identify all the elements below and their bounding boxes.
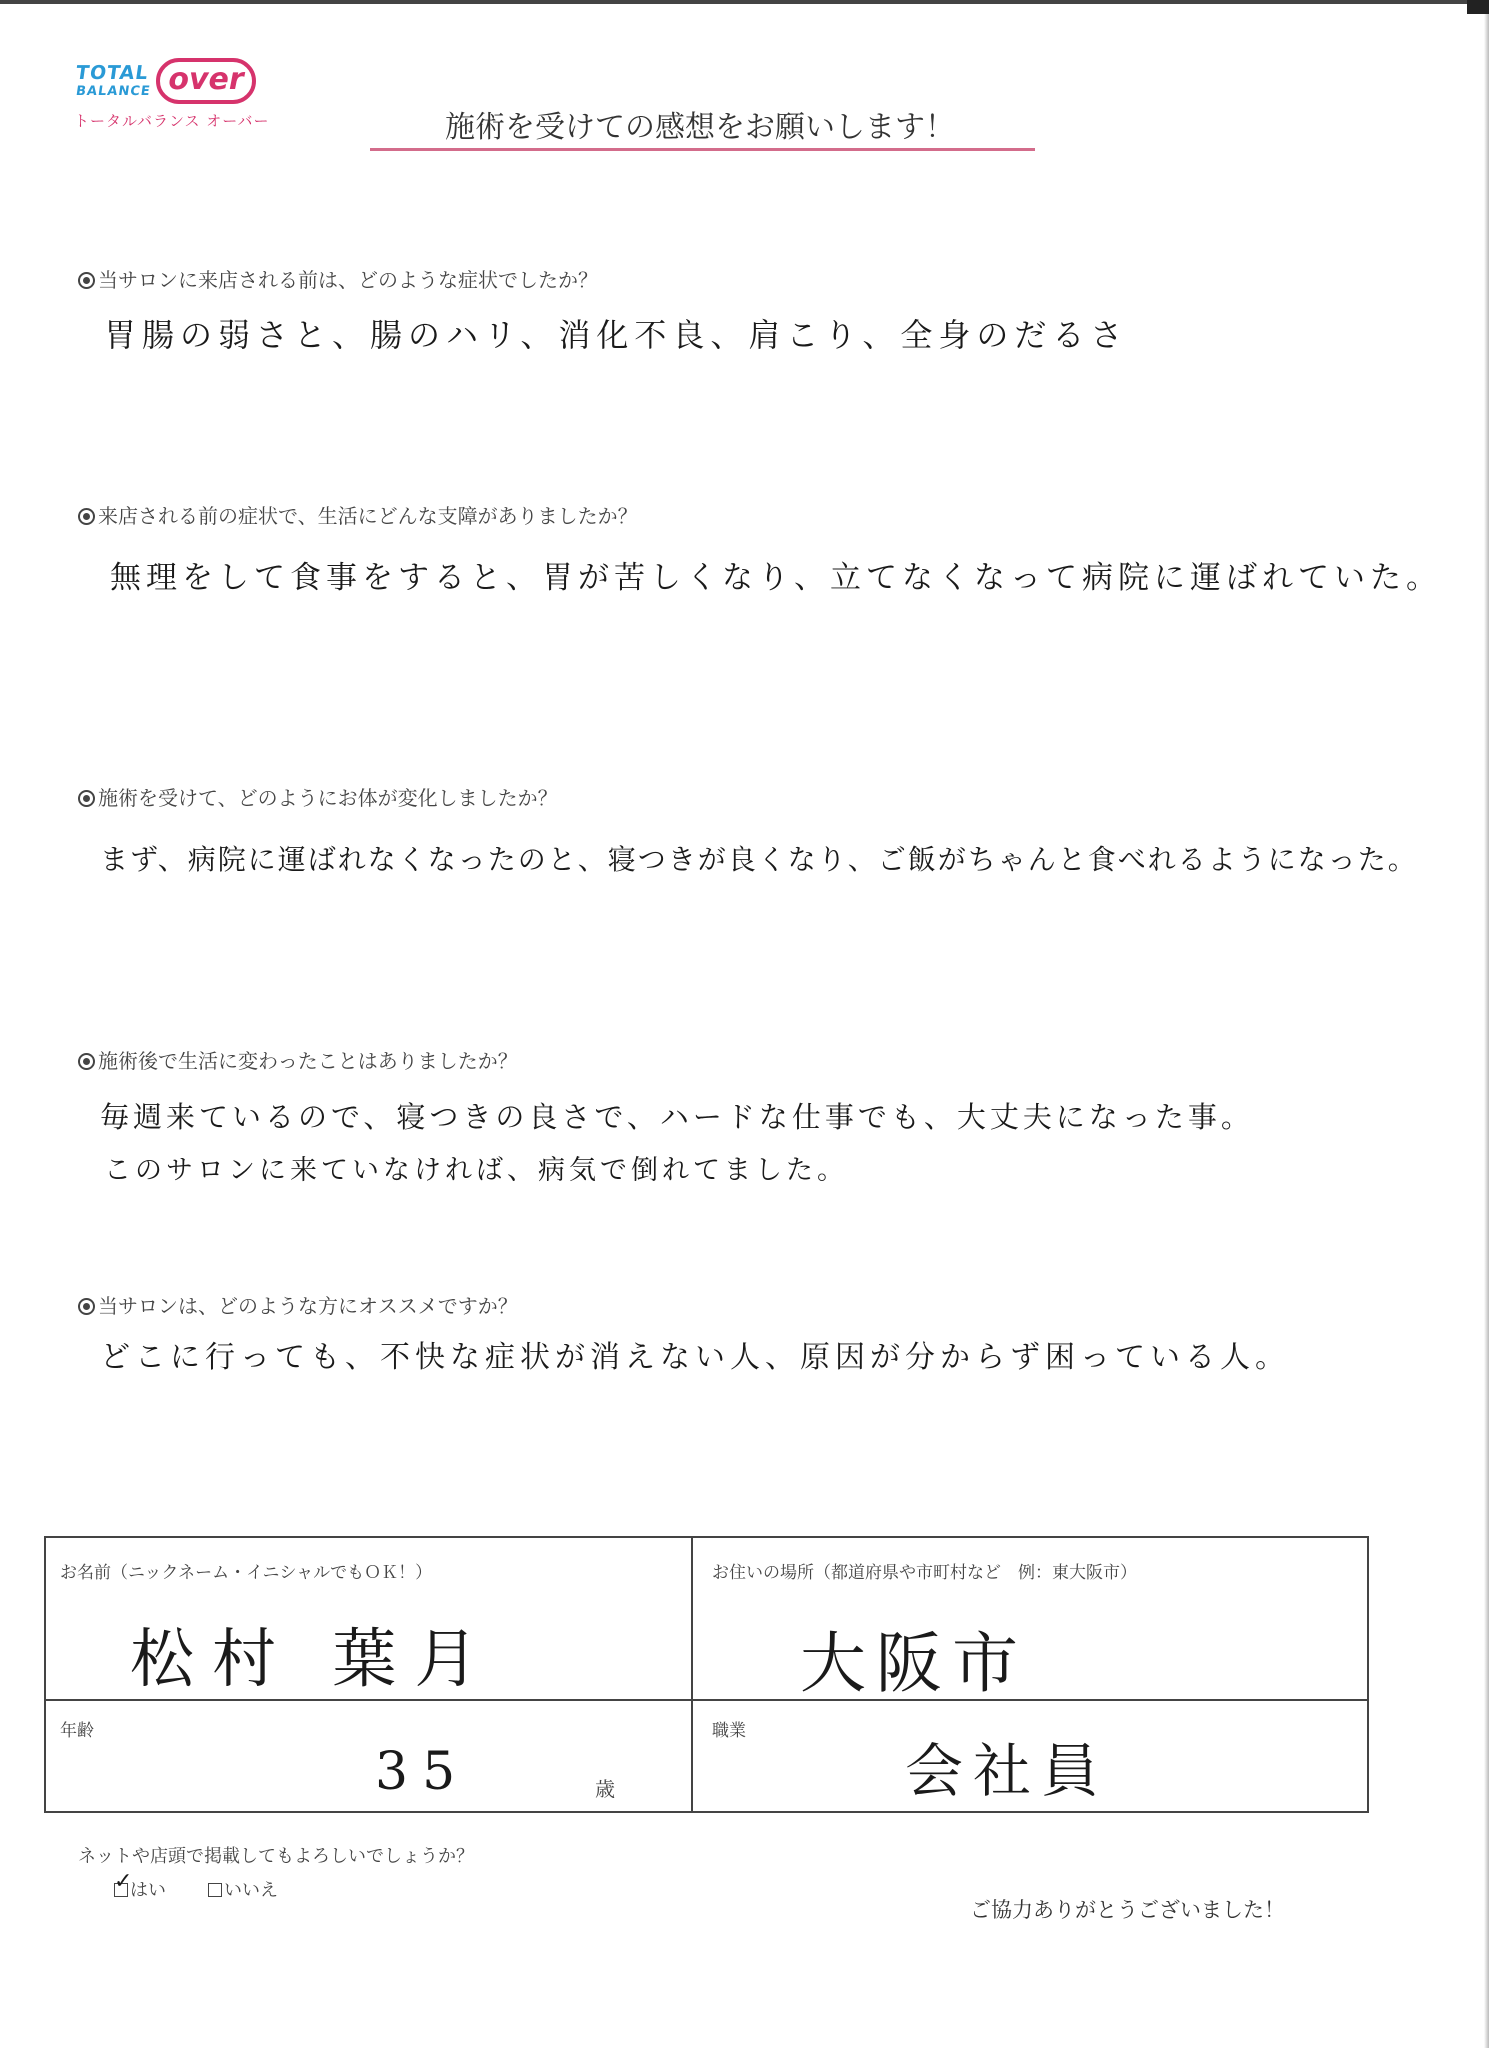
checkbox-checked-icon[interactable] <box>114 1883 128 1897</box>
question-2 <box>78 500 638 529</box>
title-underline <box>370 148 1035 151</box>
bullet-icon <box>78 508 95 525</box>
brand-logo <box>74 58 274 138</box>
publish-consent-question: ネットや店頭で掲載してもよろしいでしょうか？ <box>78 1846 474 1867</box>
bullet-icon <box>78 1053 95 1070</box>
name-value: 松村 葉月 <box>130 1623 497 1697</box>
question-3-text: 施術を受けて、どのようにお体が変化しましたか？ <box>98 786 558 810</box>
consent-no-label: いいえ <box>224 1880 278 1901</box>
question-1-text: 当サロンに来店される前は、どのような症状でしたか？ <box>98 268 598 292</box>
logo-line-balance: BALANCE <box>74 84 152 99</box>
address-label: お住いの場所（都道府県や市町村など 例：東大阪市） <box>712 1563 1137 1583</box>
scan-corner <box>1467 0 1489 14</box>
logo-over-mark: over <box>156 58 256 104</box>
job-label: 職業 <box>712 1721 746 1741</box>
answer-5-line-1: どこに行っても、不快な症状が消えない人、原因が分からず困っている人。 <box>100 1340 1290 1375</box>
logo-line-total: TOTAL <box>74 62 150 84</box>
answer-4-line-1: 毎週来ているので、寝つきの良さで、ハードな仕事でも、大丈夫になった事。 <box>100 1100 1254 1134</box>
consent-yes-option[interactable] <box>114 1876 166 1902</box>
age-value: 35 <box>375 1742 470 1802</box>
question-3 <box>78 782 558 811</box>
question-5-text: 当サロンは、どのような方にオススメですか？ <box>98 1294 518 1318</box>
bullet-icon <box>78 790 95 807</box>
job-value: 会社員 <box>905 1737 1110 1805</box>
answer-2-line-1: 無理をして食事をすると、胃が苦しくなり、立てなくなって病院に運ばれていた。 <box>110 560 1442 596</box>
logo-kana: トータルバランス オーバー <box>74 112 270 130</box>
question-2-text: 来店される前の症状で、生活にどんな支障がありましたか？ <box>98 504 638 528</box>
age-unit: 歳 <box>595 1777 615 1801</box>
answer-1-line-1: 胃腸の弱さと、腸のハリ、消化不良、肩こり、全身のだるさ <box>104 316 1129 354</box>
answer-4-line-2: このサロンに来ていなければ、病気で倒れてました。 <box>104 1155 848 1186</box>
thanks-message: ご協力ありがとうございました！ <box>970 1898 1285 1922</box>
consent-yes-label: はい <box>130 1880 166 1901</box>
bullet-icon <box>78 272 95 289</box>
address-value: 大阪市 <box>800 1625 1028 1702</box>
question-5 <box>78 1290 518 1319</box>
checkbox-icon[interactable] <box>208 1883 222 1897</box>
page-title: 施術を受けての感想をお願いします！ <box>445 110 955 145</box>
scan-edge-top <box>0 0 1489 4</box>
question-1 <box>78 264 598 293</box>
bullet-icon <box>78 1298 95 1315</box>
name-label: お名前（ニックネーム・イニシャルでもＯＫ！） <box>60 1563 433 1583</box>
consent-no-option[interactable] <box>208 1876 278 1902</box>
age-label: 年齢 <box>60 1721 94 1741</box>
profile-divider-vertical <box>691 1536 693 1813</box>
answer-3-line-1: まず、病院に運ばれなくなったのと、寝つきが良くなり、ご飯がちゃんと食べれるようになった。 <box>100 843 1418 876</box>
question-4-text: 施術後で生活に変わったことはありましたか？ <box>98 1049 518 1073</box>
question-4 <box>78 1045 518 1074</box>
scan-edge-right <box>1484 0 1489 2048</box>
